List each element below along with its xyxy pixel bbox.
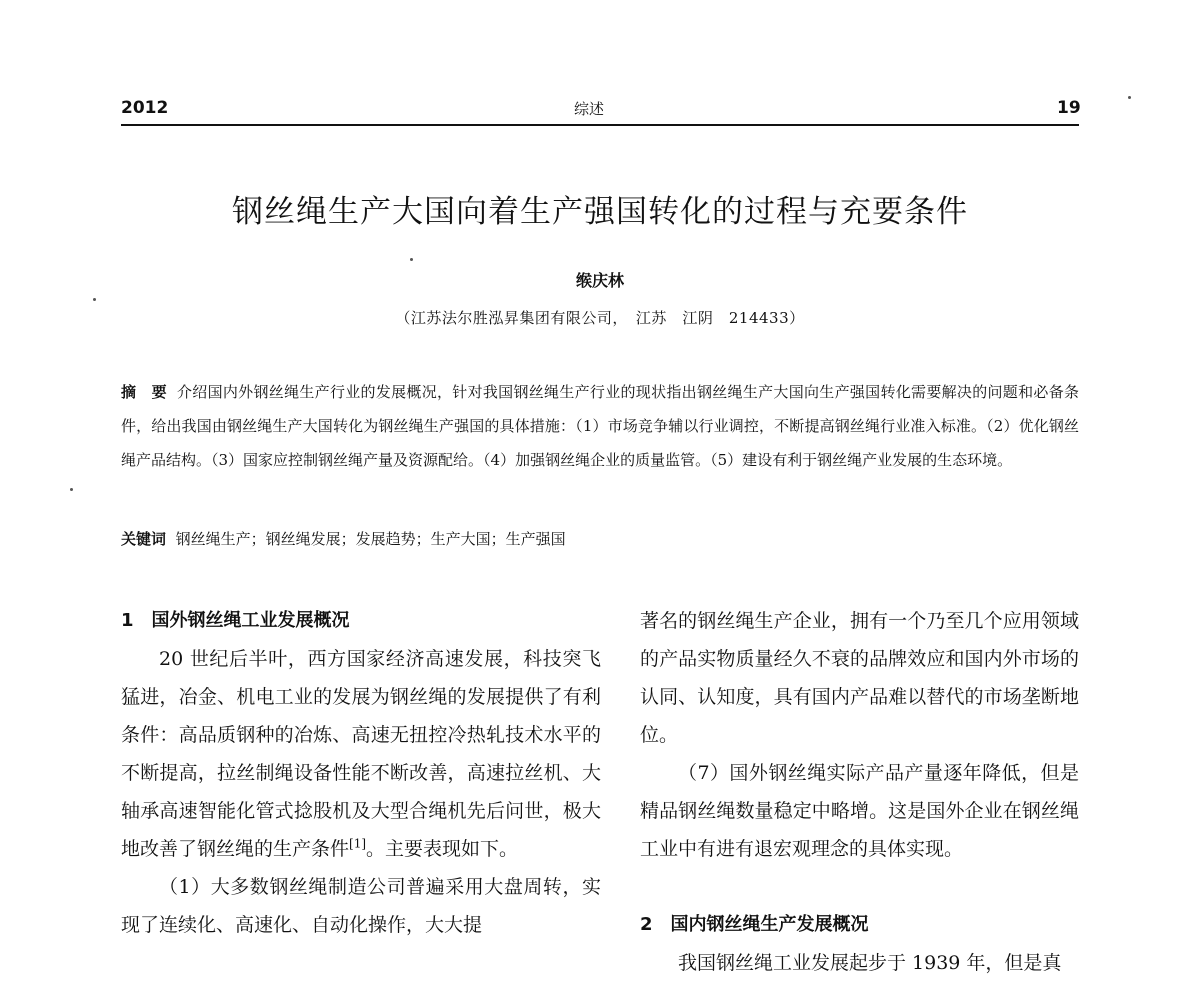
keywords-text: 钢丝绳生产；钢丝绳发展；发展趋势；生产大国；生产强国	[175, 530, 566, 548]
scan-speck	[70, 488, 73, 491]
header-rule	[121, 124, 1079, 126]
abstract-label: 摘 要	[121, 383, 167, 401]
paragraph: 著名的钢丝绳生产企业，拥有一个乃至几个应用领域的产品实物质量经久不衰的品牌效应和国内外市场的认同、认知度，具有国内产品难以替代的市场垄断地位。	[640, 610, 1079, 746]
abstract	[121, 375, 1079, 477]
paragraph-tail: 。主要表现如下。	[366, 838, 519, 860]
abstract-text: 介绍国内外钢丝绳生产行业的发展概况，针对我国钢丝绳生产行业的现状指出钢丝绳生产大国向生产强国转化需要解决的问题和必备条件，给出我国由钢丝绳生产大国转化为钢丝绳生产强国的具体措施：（1）市场竞争辅以行业调控，不断提高钢丝绳行业准入标准。（2）优化钢丝绳产品结构。（3）国家应控制钢丝绳产量及资源配给。（4）加强钢丝绳企业的质量监管。（5）建设有利于钢丝绳产业发展的生态环境。	[121, 383, 1079, 469]
header-year: 2012	[121, 98, 169, 118]
scan-speck	[93, 298, 96, 301]
paragraph	[121, 640, 601, 868]
paragraph: （7）国外钢丝绳实际产品产量逐年降低，但是精品钢丝绳数量稳定中略增。这是国外企业在钢丝绳工业中有进有退宏观理念的具体实现。	[640, 762, 1079, 860]
header-section: 综述	[574, 100, 605, 118]
author-affiliation: （江苏法尔胜泓昇集团有限公司， 江苏 江阴 214433）	[395, 309, 805, 327]
spacer	[640, 868, 1079, 906]
paragraph: （1）大多数钢丝绳制造公司普遍采用大盘周转，实现了连续化、高速化、自动化操作，大大提	[121, 876, 601, 936]
scan-speck	[1128, 96, 1131, 99]
citation-ref: [1]	[349, 836, 367, 851]
article-title: 钢丝绳生产大国向着生产强国转化的过程与充要条件	[232, 194, 968, 230]
scan-speck	[410, 258, 413, 261]
paragraph: 我国钢丝绳工业发展起步于 1939 年，但是真	[678, 952, 1062, 974]
paragraph-text: 20 世纪后半叶，西方国家经济高速发展，科技突飞猛进，冶金、机电工业的发展为钢丝绳的发展提供了有利条件：高品质钢种的冶炼、高速无扭控冷热轧技术水平的不断提高，拉丝制绳设备性能不断改善，高速拉丝机、大轴承高速智能化管式捻股机及大型合绳机先后问世，极大地改善了钢丝绳的生产条件	[121, 648, 601, 860]
left-column	[121, 602, 601, 944]
right-column	[640, 602, 1079, 982]
author-name: 缑庆林	[575, 271, 624, 290]
header-page-number: 19	[1057, 98, 1081, 118]
keywords	[121, 528, 1079, 549]
section-2-heading: 2 国内钢丝绳生产发展概况	[640, 914, 869, 935]
section-1-heading: 1 国外钢丝绳工业发展概况	[121, 610, 350, 631]
keywords-label: 关键词	[121, 530, 167, 548]
